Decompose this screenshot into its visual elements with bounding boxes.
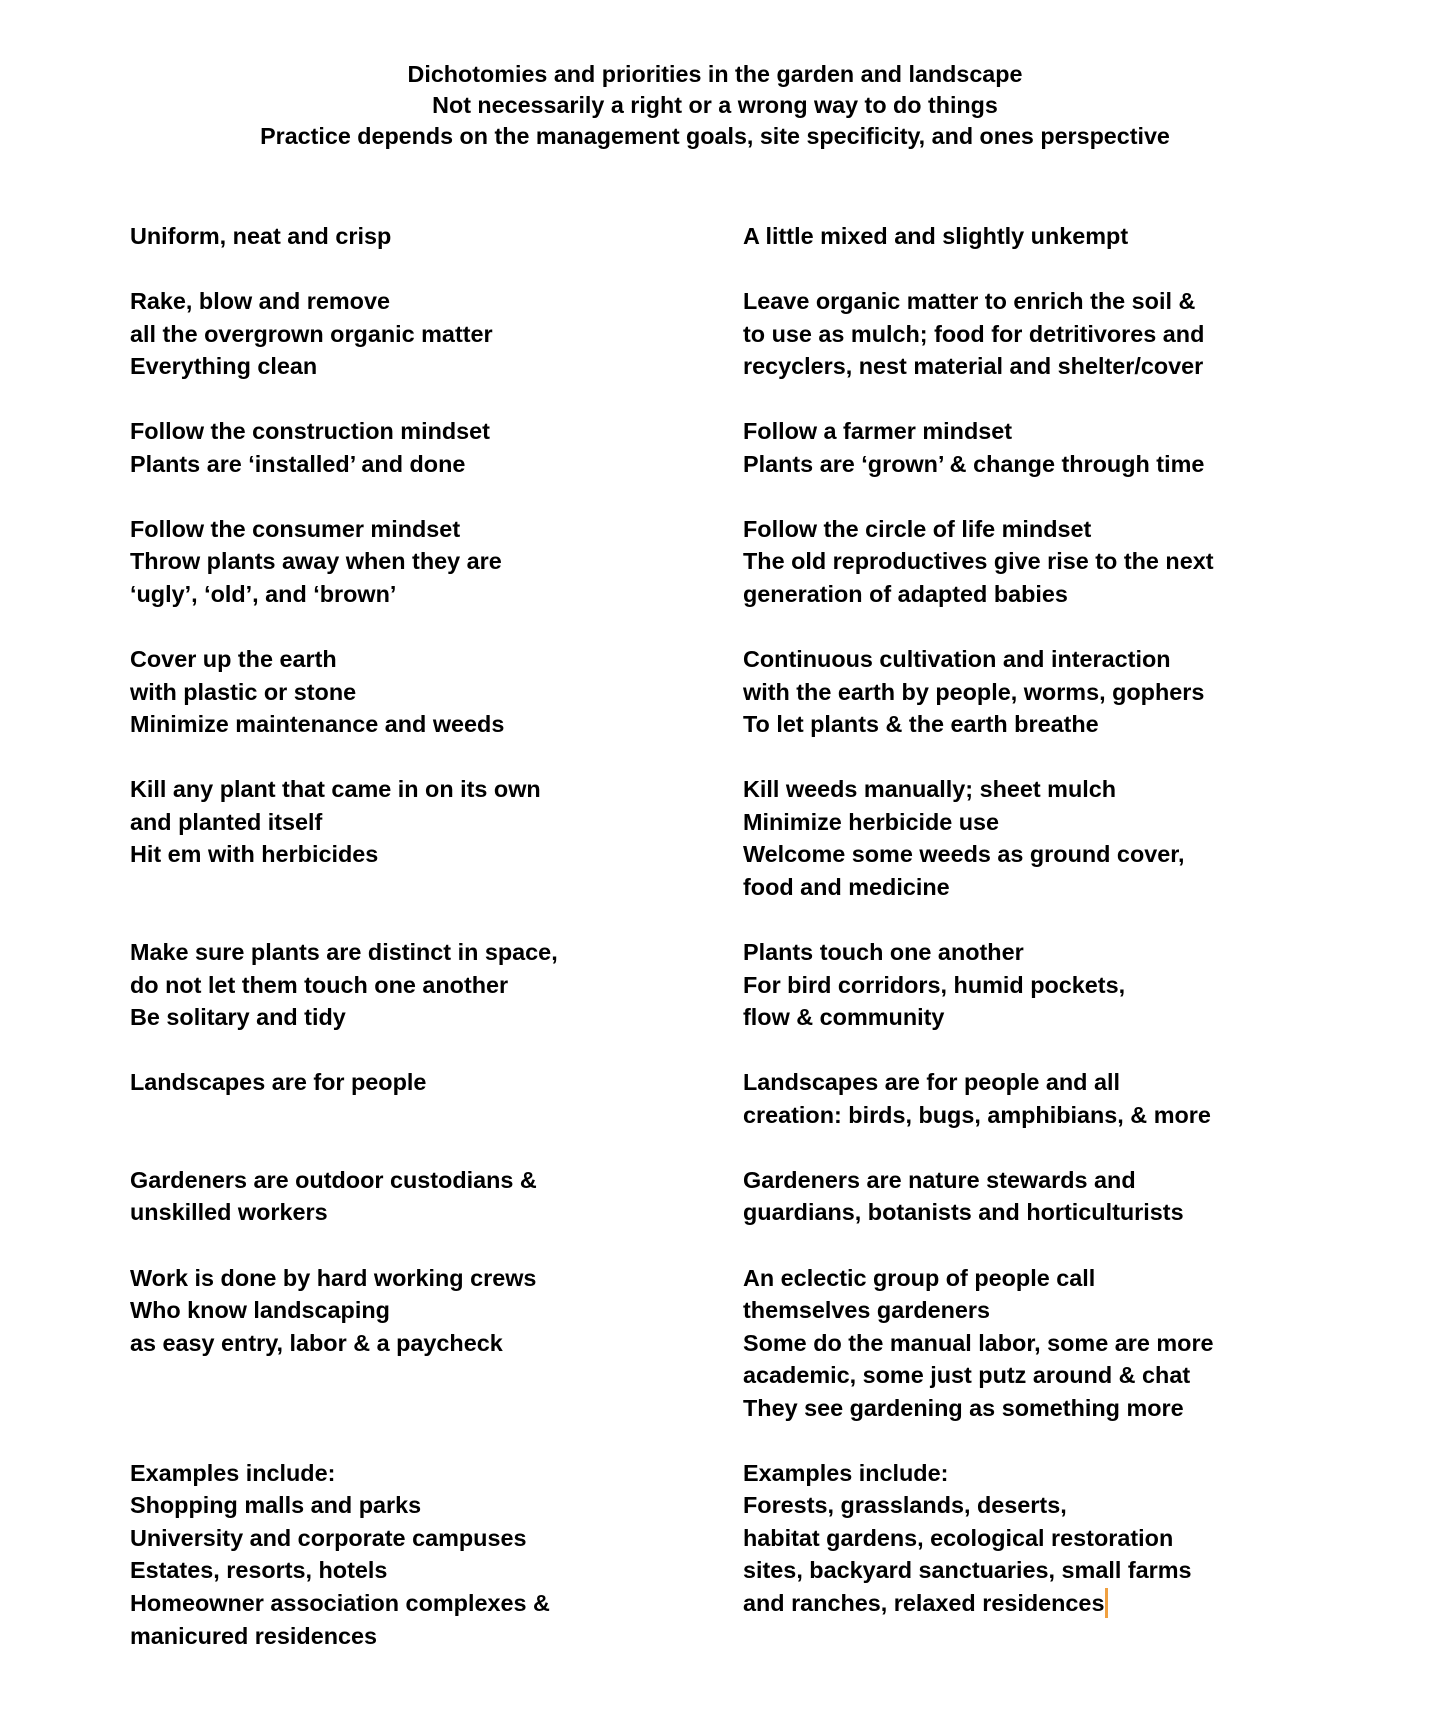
text-line <box>743 448 1313 481</box>
text-line <box>743 1294 1313 1327</box>
comparison-columns <box>130 220 1330 1652</box>
text-line <box>743 1262 1313 1295</box>
text-line <box>743 1522 1313 1555</box>
line-text: ‘ugly’, ‘old’, and ‘brown’ <box>130 581 397 608</box>
line-text: all the overgrown organic matter <box>130 320 493 347</box>
document-title: Dichotomies and priorities in the garden and landscape <box>407 61 1023 87</box>
ecological-practice-text[interactable] <box>743 1457 1313 1652</box>
line-text: Shopping malls and parks <box>130 1492 422 1519</box>
line-text: guardians, botanists and horticulturists <box>743 1199 1184 1226</box>
text-line <box>743 578 1313 611</box>
ecological-practice-text[interactable] <box>743 285 1313 383</box>
line-text: as easy entry, labor & a paycheck <box>130 1329 503 1356</box>
text-line <box>130 545 743 578</box>
text-cursor-icon <box>1105 1588 1108 1618</box>
text-line <box>130 1522 743 1555</box>
line-text: University and corporate campuses <box>130 1524 527 1551</box>
text-line <box>130 708 743 741</box>
conventional-practice-text[interactable] <box>130 1066 743 1131</box>
line-text: Throw plants away when they are <box>130 548 502 575</box>
ecological-practice-text[interactable] <box>743 1164 1313 1229</box>
line-text: Hit em with herbicides <box>130 841 379 868</box>
text-line <box>130 1327 743 1360</box>
conventional-practice-text[interactable] <box>130 1262 743 1425</box>
text-line <box>130 415 743 448</box>
text-line <box>130 936 743 969</box>
text-line <box>743 415 1313 448</box>
text-line <box>130 773 743 806</box>
line-text: manicured residences <box>130 1622 378 1649</box>
document-header <box>0 59 1430 152</box>
line-text: do not let them touch one another <box>130 971 509 998</box>
text-line <box>743 1489 1313 1522</box>
text-line <box>743 643 1313 676</box>
conventional-practice-text[interactable] <box>130 1164 743 1229</box>
text-line <box>130 838 743 871</box>
line-text: recyclers, nest material and shelter/cover <box>743 353 1204 380</box>
line-text: Landscapes are for people and all <box>743 1069 1120 1096</box>
text-line <box>130 220 743 253</box>
line-text: Forests, grasslands, deserts, <box>743 1492 1067 1519</box>
text-line <box>743 708 1313 741</box>
conventional-practice-text[interactable] <box>130 773 743 903</box>
text-line <box>130 318 743 351</box>
text-line <box>743 1001 1313 1034</box>
line-text: Leave organic matter to enrich the soil & <box>743 288 1196 315</box>
text-line <box>130 1001 743 1034</box>
text-line <box>743 871 1313 904</box>
line-text: Estates, resorts, hotels <box>130 1557 388 1584</box>
text-line <box>130 969 743 1002</box>
text-line <box>743 513 1313 546</box>
text-line <box>130 578 743 611</box>
text-line <box>130 1262 743 1295</box>
line-text: unskilled workers <box>130 1199 328 1226</box>
text-line <box>743 1392 1313 1425</box>
line-text: Work is done by hard working crews <box>130 1264 537 1291</box>
conventional-practice-text[interactable] <box>130 1457 743 1652</box>
text-line <box>743 318 1313 351</box>
ecological-practice-text[interactable] <box>743 1262 1313 1425</box>
ecological-practice-text[interactable] <box>743 773 1313 903</box>
conventional-practice-text[interactable] <box>130 415 743 480</box>
document-subtitle-2: Practice depends on the management goals, site specificity, and ones perspective <box>260 123 1170 149</box>
text-line <box>130 1066 743 1099</box>
line-text: Minimize maintenance and weeds <box>130 711 505 738</box>
line-text: themselves gardeners <box>743 1297 991 1324</box>
text-line <box>743 1327 1313 1360</box>
text-line <box>743 1164 1313 1197</box>
line-text: Examples include: <box>743 1459 949 1486</box>
line-text: Plants are ‘installed’ and done <box>130 450 466 477</box>
text-line <box>130 1457 743 1490</box>
text-line <box>743 969 1313 1002</box>
ecological-practice-text[interactable] <box>743 220 1313 253</box>
text-line <box>743 220 1313 253</box>
text-line <box>743 676 1313 709</box>
text-line <box>130 1489 743 1522</box>
text-line <box>130 806 743 839</box>
text-line <box>130 285 743 318</box>
text-line <box>130 448 743 481</box>
ecological-practice-text[interactable] <box>743 643 1313 741</box>
text-line <box>130 676 743 709</box>
line-text: Follow the consumer mindset <box>130 515 461 542</box>
line-text: creation: birds, bugs, amphibians, & more <box>743 1101 1211 1128</box>
text-line <box>743 1554 1313 1587</box>
line-text: Homeowner association complexes & <box>130 1589 550 1616</box>
text-line <box>743 936 1313 969</box>
line-text: Some do the manual labor, some are more <box>743 1329 1214 1356</box>
text-line <box>743 1196 1313 1229</box>
text-line <box>743 1066 1313 1099</box>
text-line <box>743 838 1313 871</box>
line-text: Gardeners are outdoor custodians & <box>130 1166 537 1193</box>
line-text: Landscapes are for people <box>130 1069 427 1096</box>
line-text: Follow the construction mindset <box>130 418 490 445</box>
line-text: Be solitary and tidy <box>130 1004 346 1031</box>
line-text: Plants are ‘grown’ & change through time <box>743 450 1205 477</box>
text-line <box>743 1587 1313 1620</box>
line-text: Kill weeds manually; sheet mulch <box>743 776 1117 803</box>
ecological-practice-text[interactable] <box>743 936 1313 1034</box>
line-text: Uniform, neat and crisp <box>130 223 392 249</box>
line-text: and ranches, relaxed residences <box>743 1589 1105 1616</box>
text-line <box>130 1554 743 1587</box>
conventional-practice-text[interactable] <box>130 936 743 1034</box>
line-text: A little mixed and slightly unkempt <box>743 223 1129 249</box>
ecological-practice-text[interactable] <box>743 1066 1313 1131</box>
line-text: Who know landscaping <box>130 1297 390 1324</box>
line-text: Follow the circle of life mindset <box>743 515 1092 542</box>
line-text: To let plants & the earth breathe <box>743 711 1099 738</box>
document-subtitle: Not necessarily a right or a wrong way to do things <box>432 92 998 118</box>
text-line <box>130 350 743 383</box>
line-text: An eclectic group of people call <box>743 1264 1096 1291</box>
line-text: sites, backyard sanctuaries, small farms <box>743 1557 1192 1584</box>
line-text: Everything clean <box>130 353 318 380</box>
text-line <box>130 1196 743 1229</box>
line-text: For bird corridors, humid pockets, <box>743 971 1126 998</box>
text-line <box>743 350 1313 383</box>
line-text: Make sure plants are distinct in space, <box>130 939 558 966</box>
text-line <box>743 1099 1313 1132</box>
line-text: to use as mulch; food for detritivores and <box>743 320 1205 347</box>
line-text: and planted itself <box>130 808 323 835</box>
text-line <box>130 513 743 546</box>
line-text: generation of adapted babies <box>743 581 1068 608</box>
conventional-practice-text[interactable] <box>130 285 743 383</box>
line-text: Rake, blow and remove <box>130 288 390 315</box>
line-text: academic, some just putz around & chat <box>743 1362 1191 1389</box>
ecological-practice-text[interactable] <box>743 415 1313 480</box>
text-line <box>743 285 1313 318</box>
text-line <box>130 643 743 676</box>
text-line <box>130 1294 743 1327</box>
line-text: flow & community <box>743 1004 945 1031</box>
conventional-practice-text[interactable] <box>130 643 743 741</box>
line-text: habitat gardens, ecological restoration <box>743 1524 1174 1551</box>
line-text: They see gardening as something more <box>743 1394 1184 1421</box>
line-text: Welcome some weeds as ground cover, <box>743 841 1185 868</box>
ecological-practice-text[interactable] <box>743 513 1313 611</box>
line-text: Cover up the earth <box>130 646 337 673</box>
line-text: Plants touch one another <box>743 939 1024 966</box>
line-text: Follow a farmer mindset <box>743 418 1013 445</box>
line-text: The old reproductives give rise to the next <box>743 548 1214 575</box>
line-text: Continuous cultivation and interaction <box>743 646 1171 673</box>
text-line <box>743 773 1313 806</box>
conventional-practice-text[interactable] <box>130 513 743 611</box>
text-line <box>743 545 1313 578</box>
line-text: Kill any plant that came in on its own <box>130 776 541 803</box>
line-text: with plastic or stone <box>130 678 357 705</box>
text-line <box>130 1164 743 1197</box>
line-text: Minimize herbicide use <box>743 808 1000 835</box>
line-text: Examples include: <box>130 1459 336 1486</box>
text-line <box>130 1620 743 1653</box>
line-text: food and medicine <box>743 873 950 900</box>
line-text: Gardeners are nature stewards and <box>743 1166 1136 1193</box>
conventional-practice-text[interactable] <box>130 220 743 253</box>
text-line <box>743 1457 1313 1490</box>
text-line <box>130 1587 743 1620</box>
text-line <box>743 1359 1313 1392</box>
text-line <box>743 806 1313 839</box>
line-text: with the earth by people, worms, gophers <box>743 678 1205 705</box>
